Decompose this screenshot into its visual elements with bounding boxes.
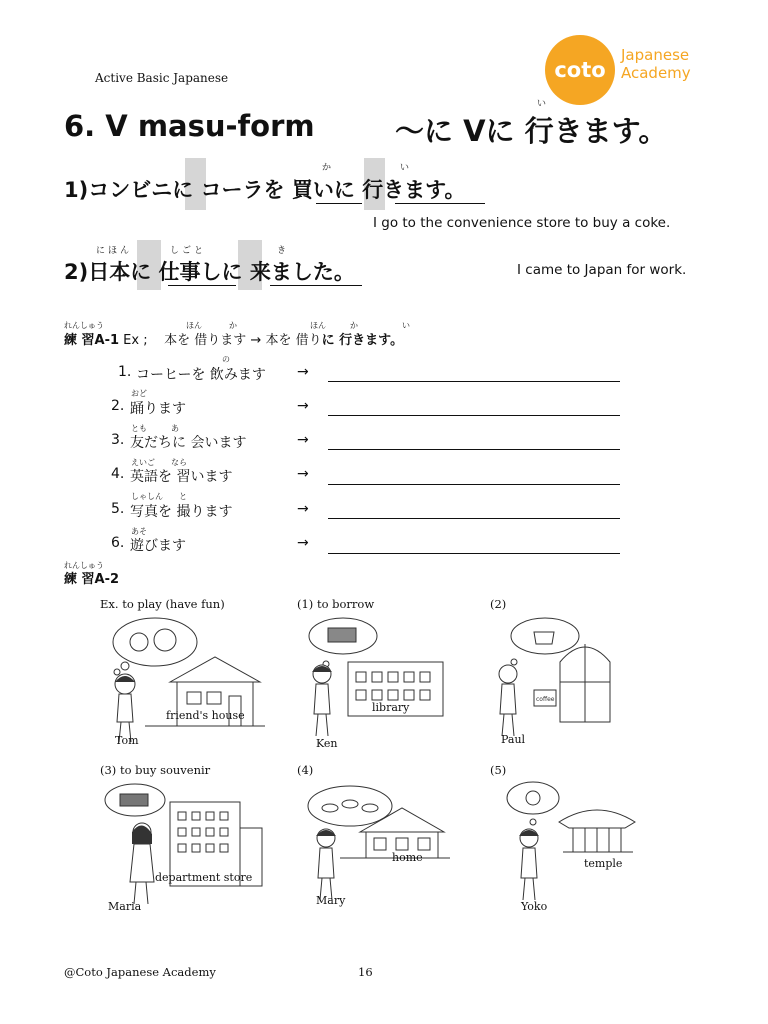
q5-answer-line[interactable]: [328, 518, 620, 519]
example-2-sentence: [64, 256, 355, 286]
ex-left: 本を 借ります: [164, 333, 247, 348]
panel-ex-illustration: [95, 612, 275, 752]
q1-text: コーヒーを 飲みます: [136, 367, 266, 383]
q1-arrow: →: [297, 364, 309, 380]
panel-ex-caption: Ex. to play (have fun): [100, 597, 225, 611]
panel-3-place: department store: [155, 871, 253, 884]
q2-answer-line[interactable]: [328, 415, 620, 416]
panel-4-caption: (4): [297, 763, 314, 777]
panel-1-person: Ken: [316, 737, 338, 750]
q5-text: 写真を 撮ります: [130, 504, 233, 520]
q6-arrow: →: [297, 535, 309, 551]
example-2-purpose-ni: に: [221, 260, 243, 284]
example-2-space: [151, 260, 158, 284]
q4-furigana: えいご なら: [131, 458, 187, 467]
example-1-verb-stem: 買い: [291, 178, 334, 202]
arrow: →: [250, 333, 262, 348]
panel-3-person: Maria: [108, 900, 142, 913]
ex-label: Ex ;: [123, 333, 148, 348]
example-2-translation: I came to Japan for work.: [517, 262, 687, 278]
panel-4-place: home: [392, 851, 423, 864]
q2-num: 2.: [111, 398, 125, 414]
panel-5-person: Yoko: [521, 900, 548, 913]
underline: [270, 285, 362, 286]
q1-answer-line[interactable]: [328, 381, 620, 382]
q6-num: 6.: [111, 535, 125, 551]
panel-3-illustration: [100, 778, 270, 918]
a1-label-furigana: れんしゅう: [64, 321, 104, 330]
panel-5-illustration: [493, 778, 653, 918]
logo-line2: Academy: [621, 64, 691, 82]
q4-answer-line[interactable]: [328, 484, 620, 485]
example-1-translation: I go to the convenience store to buy a coke.: [373, 215, 671, 231]
q2-arrow: →: [297, 398, 309, 414]
q4-text: 英語を 習います: [130, 469, 233, 485]
example-2-period: 。: [333, 260, 355, 284]
example-1-motion-verb: 行きます: [362, 178, 445, 202]
example-2-prefix: 2)日本: [64, 260, 131, 284]
a1-example-line: [64, 329, 403, 348]
example-1-purpose-ni: に: [333, 178, 355, 202]
example-1-prefix: 1)コンビニ: [64, 178, 173, 202]
ex-right-a: 本を 借り: [265, 333, 322, 348]
q6-answer-line[interactable]: [328, 553, 620, 554]
example-1-sentence: [64, 174, 465, 204]
example-2-particle-ni: に: [130, 260, 152, 284]
q3-answer-line[interactable]: [328, 449, 620, 450]
footer-copyright: @Coto Japanese Academy: [64, 965, 216, 979]
ex-furigana-hon2: ほん: [310, 321, 326, 330]
example-2-verb-stem: 仕事し: [158, 260, 222, 284]
panel-1-illustration: [298, 612, 458, 752]
q2-furigana: おど: [131, 389, 147, 398]
q3-num: 3.: [111, 432, 125, 448]
q3-text: 友だちに 会います: [130, 435, 247, 451]
q3-furigana: とも あ: [131, 424, 179, 433]
q4-arrow: →: [297, 466, 309, 482]
example-2-furigana-ki: き: [277, 246, 287, 256]
example-1-period: 。: [444, 178, 466, 202]
example-2-furigana-shigoto: しごと: [170, 246, 207, 256]
example-2-motion-verb: 来ました: [249, 260, 334, 284]
a2-label-furigana: れんしゅう: [64, 561, 104, 570]
panel-ex-place: friend's house: [166, 709, 245, 722]
q1-num: 1.: [118, 364, 132, 380]
q5-num: 5.: [111, 501, 125, 517]
title-furigana: い: [537, 99, 547, 109]
panel-1-place: library: [372, 701, 410, 714]
q5-furigana: しゃしん と: [131, 492, 187, 501]
ex-furigana-ka2: か: [350, 321, 358, 330]
lesson-title-left: 6. V masu-form: [64, 109, 315, 143]
ex-furigana-hon: ほん: [186, 321, 202, 330]
panel-1-caption: (1) to borrow: [297, 597, 375, 611]
ex-furigana-ka: か: [229, 321, 237, 330]
q5-arrow: →: [297, 501, 309, 517]
q6-text: 遊びます: [130, 538, 186, 554]
q1-furigana: の: [222, 355, 230, 364]
logo-line1: Japanese: [621, 46, 690, 64]
q3-arrow: →: [297, 432, 309, 448]
page-number: 16: [358, 965, 373, 979]
q4-num: 4.: [111, 466, 125, 482]
a2-label: 練 習A-2: [64, 572, 120, 587]
cafe-sign-text: coffee: [536, 696, 555, 703]
panel-4-person: Mary: [316, 894, 346, 907]
panel-ex-person: Tom: [115, 734, 139, 747]
example-1-furigana-ka: か: [322, 163, 332, 173]
example-2-furigana-nihon: にほん: [96, 246, 133, 256]
lesson-title-right: ～に Vに 行きます。: [395, 114, 668, 148]
example-1-object: コーラを: [193, 178, 292, 202]
ex-furigana-i: い: [402, 321, 410, 330]
panel-5-caption: (5): [490, 763, 507, 777]
underline: [395, 203, 485, 204]
panel-3-caption: (3) to buy souvenir: [100, 763, 211, 777]
q6-furigana: あそ: [131, 527, 147, 536]
example-1-furigana-i: い: [400, 163, 410, 173]
ex-right-b: に 行きます。: [321, 333, 404, 348]
underline: [316, 203, 362, 204]
underline: [168, 285, 236, 286]
panel-2-caption: (2): [490, 597, 507, 611]
panel-2-person: Paul: [501, 733, 526, 746]
panel-5-place: temple: [584, 857, 623, 870]
panel-2-illustration: [490, 612, 650, 752]
example-1-particle-ni: に: [172, 178, 194, 202]
logo-circle: coto: [545, 35, 615, 105]
q2-text: 踊ります: [130, 401, 186, 417]
book-title: Active Basic Japanese: [95, 71, 229, 85]
a1-label: 練 習A-1: [64, 333, 120, 348]
